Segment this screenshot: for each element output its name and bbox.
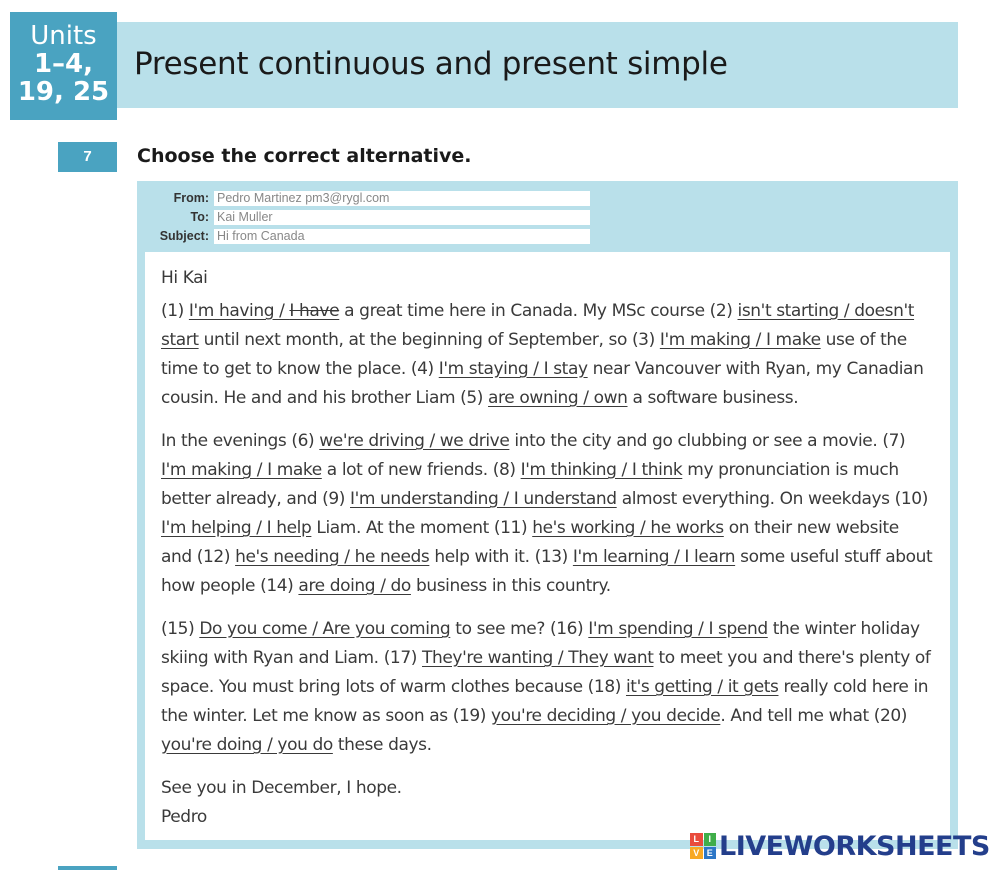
choice-11[interactable]: he's working / he works [532, 518, 724, 538]
text: a lot of new friends. (8) [321, 460, 521, 480]
text: . And tell me what (20) [720, 706, 908, 726]
text: In the evenings (6) [161, 431, 320, 451]
subject-label: Subject: [159, 229, 209, 243]
subject-row [137, 228, 592, 245]
choice-16[interactable]: I'm spending / I spend [588, 619, 768, 639]
logo-letter: V [690, 847, 703, 860]
text: (15) [161, 619, 200, 639]
text: until next month, at the beginning of September, so (3) [198, 330, 660, 350]
choice-14[interactable]: are doing / do [298, 576, 411, 596]
choice-9[interactable]: I'm understanding / I understand [350, 489, 617, 509]
text: the winter holiday skiing with Ryan and Liam. (17) [161, 619, 920, 668]
choice-20[interactable]: you're doing / you do [161, 735, 333, 755]
text: help with it. (13) [429, 547, 573, 567]
units-line-2: 19, 25 [17, 77, 110, 107]
choice-7[interactable]: I'm making / I make [161, 460, 322, 480]
text: use of the time to get to know the place. (4) [161, 330, 907, 379]
text: a software business. [627, 388, 799, 408]
signature: Pedro [161, 807, 207, 827]
choice-10[interactable]: I'm helping / I help [161, 518, 312, 538]
choice-5[interactable]: are owning / own [488, 388, 628, 408]
exercise-instruction: Choose the correct alternative. [137, 145, 472, 167]
text: Liam. At the moment (11) [311, 518, 533, 538]
to-label: To: [190, 210, 209, 224]
from-field: Pedro Martinez pm3@rygl.com [214, 191, 590, 206]
text: (1) [161, 301, 189, 321]
choice-1-option-b-struck: I have [289, 301, 340, 321]
exercise-number: 7 [58, 142, 117, 172]
to-field: Kai Muller [214, 210, 590, 225]
liveworksheets-watermark [690, 830, 990, 862]
units-line-1: 1–4, [33, 49, 94, 79]
paragraph-3 [161, 615, 934, 760]
from-label: From: [173, 191, 209, 205]
choice-1-option-a: I'm having / [188, 301, 290, 321]
liveworksheets-logo-icon [690, 833, 716, 859]
choice-4[interactable]: I'm staying / I stay [438, 359, 588, 379]
units-badge [10, 12, 117, 120]
logo-letter: E [704, 847, 717, 860]
email-body [145, 252, 950, 840]
choice-2[interactable]: isn't starting / doesn't start [161, 301, 915, 350]
units-word: Units [30, 21, 97, 51]
choice-3[interactable]: I'm making / I make [659, 330, 821, 350]
text: to meet you and there's plenty of space. You must bring lots of warm clothes because (18) [161, 648, 931, 697]
text: a great time here in Canada. My MSc course (2) [339, 301, 738, 321]
page-title: Present continuous and present simple [134, 46, 728, 82]
text: to see me? (16) [450, 619, 589, 639]
greeting: Hi Kai [161, 268, 208, 288]
from-row [137, 190, 592, 207]
choice-8[interactable]: I'm thinking / I think [520, 460, 683, 480]
text: some useful stuff about how people (14) [161, 547, 933, 596]
text: these days. [332, 735, 432, 755]
text: really cold here in the winter. Let me know as soon as (19) [161, 677, 929, 726]
choice-13[interactable]: I'm learning / I learn [572, 547, 736, 567]
text: my pronunciation is much better already, and (9) [161, 460, 899, 509]
choice-18[interactable]: it's getting / it gets [625, 677, 779, 697]
text: on their new website and (12) [161, 518, 899, 567]
next-exercise-marker [58, 866, 117, 870]
logo-letter: L [690, 833, 703, 846]
choice-6[interactable]: we're driving / we drive [319, 431, 510, 451]
logo-letter: I [704, 833, 717, 846]
text: business in this country. [410, 576, 611, 596]
choice-15[interactable]: Do you come / Are you coming [199, 619, 451, 639]
subject-field: Hi from Canada [214, 229, 590, 244]
to-row [137, 209, 592, 226]
email-frame [137, 181, 958, 849]
text: near Vancouver with Ryan, my Canadian cousin. He and and his brother Liam (5) [161, 359, 924, 408]
watermark-text: LIVEWORKSHEETS [719, 830, 990, 862]
choice-12[interactable]: he's needing / he needs [235, 547, 430, 567]
choice-1[interactable] [189, 301, 339, 321]
closing: See you in December, I hope. [161, 778, 402, 798]
text: into the city and go clubbing or see a movie. (7) [509, 431, 906, 451]
choice-17[interactable]: They're wanting / They want [422, 648, 654, 668]
choice-19[interactable]: you're deciding / you decide [491, 706, 721, 726]
paragraph-1 [161, 297, 934, 413]
paragraph-2 [161, 427, 934, 601]
text: almost everything. On weekdays (10) [616, 489, 928, 509]
